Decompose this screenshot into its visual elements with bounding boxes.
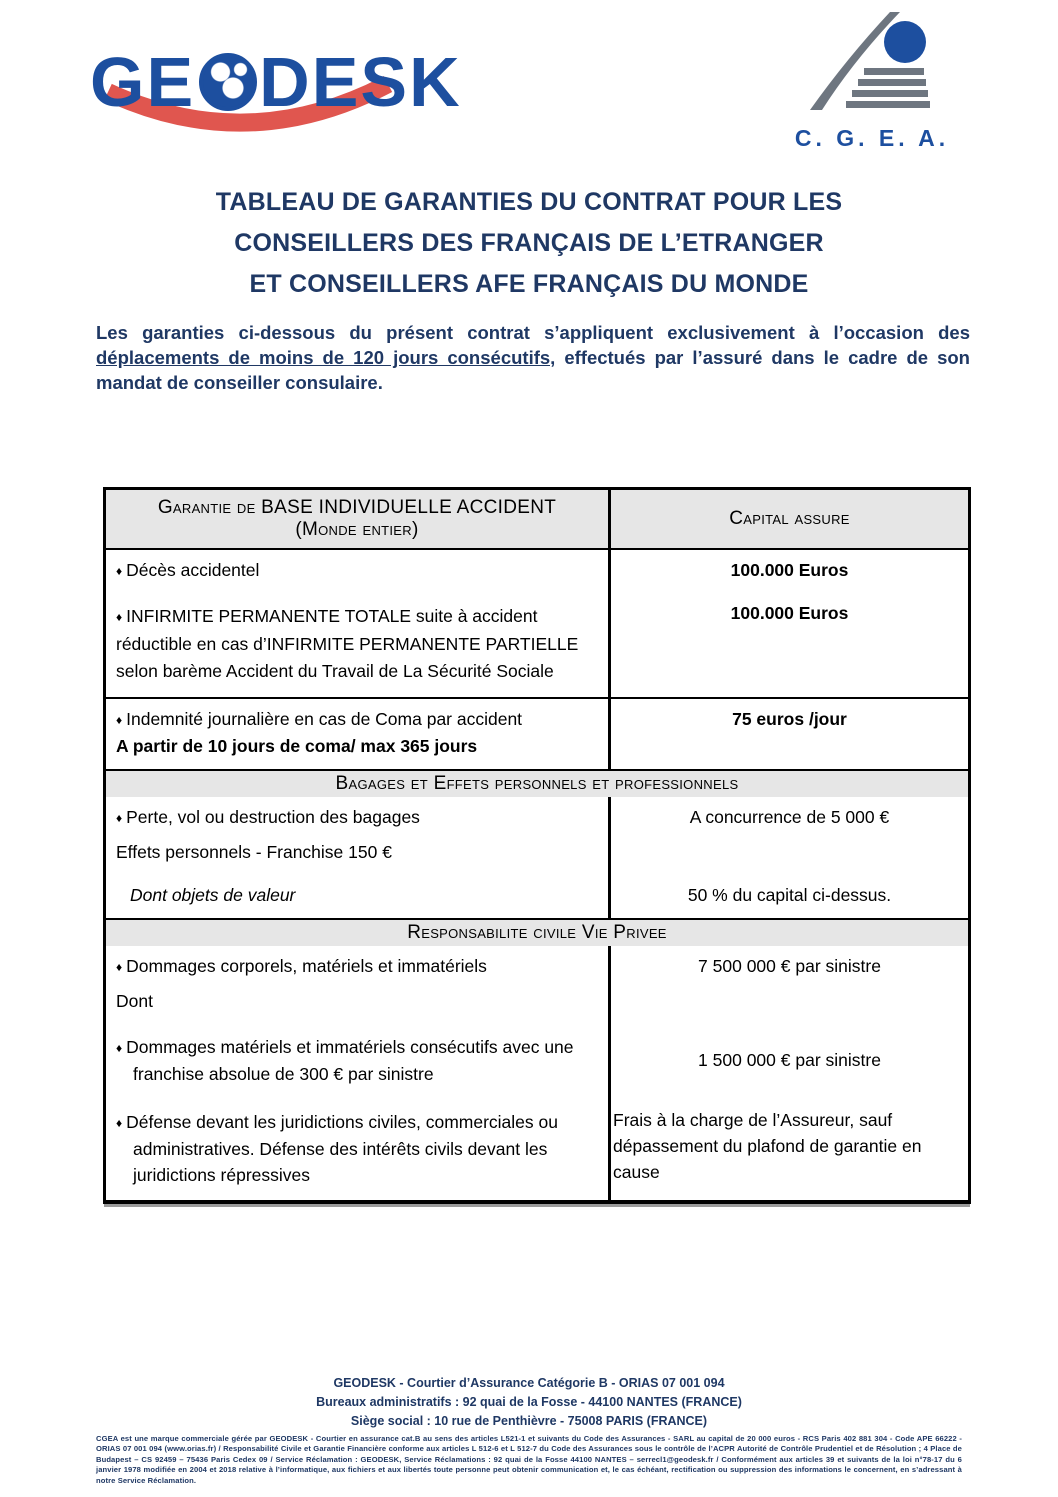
cell-deces: ♦ Décès accidentel	[116, 560, 260, 580]
globe-icon	[199, 53, 257, 111]
title-line-2: CONSEILLERS DES FRANÇAIS DE L’ETRANGER	[234, 229, 824, 257]
diamond-bullet-icon: ♦	[116, 811, 123, 825]
table-row-bagages	[106, 797, 968, 918]
intro-text-after: effectués par l’assuré dans le cadre de son mandat de conseiller consulaire.	[96, 347, 970, 393]
cell-infirmite: ♦ INFIRMITE PERMANENTE TOTALE suite à accident réductible en cas d’INFIRMITE PERMANENTE PARTIELLE selon barème Accident du Travail de La Sécurité Sociale	[116, 606, 579, 681]
footer-line-2: Bureaux administratifs : 92 quai de la Fosse - 44100 NANTES (FRANCE)	[316, 1395, 742, 1409]
row-deces	[106, 550, 968, 593]
cell-coma-condition: A partir de 10 jours de coma/ max 365 jours	[116, 736, 478, 756]
cell-dommages-materiels-capital: 1 500 000 € par sinistre	[698, 1050, 881, 1070]
cell-deces-capital: 100.000 Euros	[730, 560, 849, 580]
cell-dommages-corporels: ♦ Dommages corporels, matériels et immatériels	[116, 956, 487, 976]
section-header-responsabilite: Responsabilite civile Vie Privee	[106, 918, 968, 946]
diamond-bullet-icon: ♦	[116, 1041, 123, 1055]
table-header-row	[106, 490, 968, 548]
cell-dommages-materiels: ♦ Dommages matériels et immatériels consécutifs avec une franchise absolue de 300 € par sinistre	[116, 1037, 574, 1084]
row-perte-bagages	[106, 797, 968, 875]
table-row-coma	[106, 697, 968, 769]
geodesk-text-right: DESK	[259, 43, 462, 121]
footer-line-3: Siège social : 10 rue de Penthièvre - 75008 PARIS (FRANCE)	[350, 1414, 708, 1428]
header-cell-garantie: Garantie de BASE INDIVIDUELLE ACCIDENT (Monde entier)	[106, 490, 611, 548]
page-title	[0, 182, 1058, 305]
diamond-bullet-icon: ♦	[116, 564, 123, 578]
cell-dommages-corporels-capital: 7 500 000 € par sinistre	[698, 956, 881, 976]
table-row-responsabilite	[106, 946, 968, 1200]
footer-line-1: GEODESK - Courtier d’Assurance Catégorie B - ORIAS 07 001 094	[333, 1376, 725, 1390]
cell-effets-personnels: Effets personnels - Franchise 150 €	[116, 842, 392, 862]
title-line-3: ET CONSEILLERS AFE FRANÇAIS DU MONDE	[249, 270, 809, 298]
cell-perte: ♦ Perte, vol ou destruction des bagages	[116, 807, 420, 827]
row-infirmite	[106, 593, 968, 697]
row-objets-valeur	[106, 875, 968, 918]
title-line-1: TABLEAU DE GARANTIES DU CONTRAT POUR LES	[215, 188, 843, 216]
intro-text-underlined: déplacements de moins de 120 jours consécutifs,	[96, 347, 556, 368]
geodesk-logo	[90, 34, 462, 134]
cgea-logo	[782, 10, 962, 150]
geodesk-wordmark	[90, 42, 462, 122]
cell-coma: ♦ Indemnité journalière en cas de Coma par accident A partir de 10 jours de coma/ max 365 jours	[106, 699, 611, 769]
intro-text-before: Les garanties ci-dessous du présent contrat s’appliquent exclusivement à l’occasion des	[96, 322, 970, 343]
cell-infirmite-capital: 100.000 Euros	[730, 603, 849, 623]
legal-fine-print: CGEA est une marque commerciale gérée par GEODESK - Courtier en assurance cat.B au sens des articles L521-1 et suivants du Code des Assurances - SARL au capital de 20 000 euros - RCS Paris 402 881 304 - Code APE 66222 - ORIAS 07 001 094 (www.orias.fr) / Responsabilité Civile et Garantie Financière conforme aux articles L 512-6 et L 512-7 du Code des Assurances sous le contrôle de l’ACPR Autorité de Contrôle Prudentiel et de Résolution ; 4 Place de Budapest – CS 92459 – 75436 Paris Cedex 09 / Service Réclamation : GEODESK, Service Réclamations : 92 quai de la Fosse 44100 NANTES – serrecl1@geodesk.fr / Conformément aux articles 39 et suivants de la loi n°78-17 du 6 janvier 1978 modifiée en 2004 et 2018 relative à l’informatique, aux fichiers et aux libertés toute personne peut obtenir communication et, le cas échéant, rectification ou suppression des informations le concernent, en s’adressant à notre Service Réclamation.	[96, 1434, 962, 1485]
table-row-accident	[106, 548, 968, 697]
guarantees-table	[103, 487, 971, 1204]
diamond-bullet-icon: ♦	[116, 960, 123, 974]
geodesk-text-left: GE	[90, 43, 196, 121]
diamond-bullet-icon: ♦	[116, 1116, 123, 1130]
row-defense	[106, 1099, 968, 1200]
section-header-bagages: Bagages et Effets personnels et professionnels	[106, 769, 968, 797]
cell-objets-valeur-capital: 50 % du capital ci-dessus.	[687, 885, 892, 905]
header-cell-capital: Capital assure	[729, 508, 850, 529]
intro-paragraph	[96, 320, 970, 395]
cell-dont: Dont	[116, 991, 153, 1011]
row-dommages-materiels	[106, 1024, 968, 1099]
cell-objets-valeur: Dont objets de valeur	[130, 885, 296, 905]
diamond-bullet-icon: ♦	[116, 713, 123, 727]
cgea-logo-icon	[792, 10, 952, 118]
cell-perte-capital: A concurrence de 5 000 €	[689, 807, 890, 827]
footer-address	[0, 1374, 1058, 1431]
cell-coma-capital: 75 euros /jour	[732, 709, 847, 729]
diamond-bullet-icon: ♦	[116, 610, 123, 624]
cell-defense: ♦ Défense devant les juridictions civiles, commerciales ou administratives. Défense des intérêts civils devant les juridictions répressives	[116, 1112, 558, 1185]
cell-defense-capital: Frais à la charge de l’Assureur, sauf dépassement du plafond de garantie en cause	[613, 1110, 922, 1182]
cgea-label: C. G. E. A.	[794, 125, 950, 151]
row-dommages-corporels	[106, 946, 968, 1024]
